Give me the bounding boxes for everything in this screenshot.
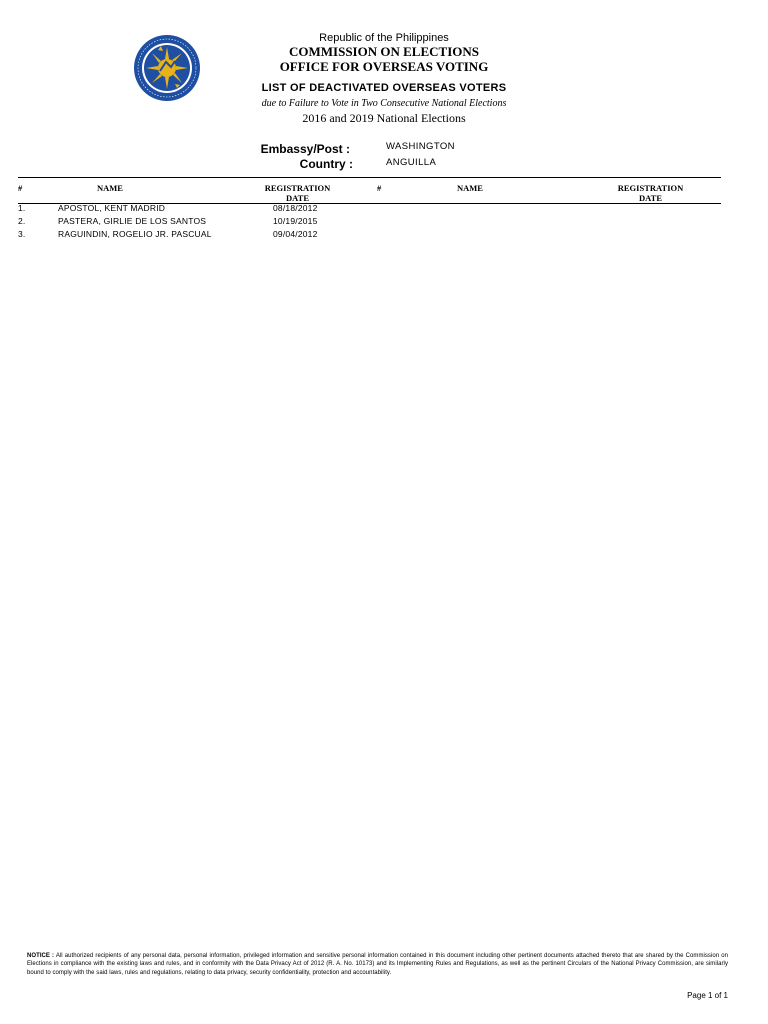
country-value: ANGUILLA (386, 157, 437, 168)
embassy-value: WASHINGTON (386, 141, 455, 152)
table-row (18, 216, 358, 230)
notice-label: NOTICE : (27, 953, 55, 959)
table-row (18, 229, 358, 243)
col-header-reg-line2: DATE (286, 193, 309, 203)
registration-date: 08/18/2012 (273, 203, 318, 213)
table-top-rule (18, 177, 721, 178)
registration-date: 09/04/2012 (273, 229, 318, 239)
commission-heading: COMMISSION ON ELECTIONS (289, 44, 479, 59)
col-header-number-2: # (377, 183, 382, 193)
privacy-notice (27, 952, 728, 977)
document-title: LIST OF DEACTIVATED OVERSEAS VOTERS (261, 82, 507, 94)
col-header-registration-date-2 (608, 183, 693, 203)
col-header-reg-line1: REGISTRATION (264, 183, 331, 193)
col-header-name-2: NAME (457, 183, 483, 193)
page-number: Page 1 of 1 (687, 991, 728, 1000)
registration-date: 10/19/2015 (273, 216, 318, 226)
document-subtitle: due to Failure to Vote in Two Consecutive National Elections (261, 98, 507, 109)
row-number: 2. (18, 216, 26, 226)
notice-text: All authorized recipients of any personal data, personal information, privileged information and sensitive personal information contained in this document including other pertinent documents attached thereto that are shared by the Commission on Elections in compliance with the existing laws and rules, and in conformity with the Data Privacy Act of 2012 (R. A. No. 10173) and its Implementing Rules and Regulations, as well as the pertinent Circulars of the National Privacy Commission, are similarly bound to comply with the said laws, rules and regulations, relating to data privacy, security confidentiality, protection and accountability. (27, 953, 728, 976)
voter-name: PASTERA, GIRLIE DE LOS SANTOS (58, 216, 207, 226)
voter-name: APOSTOL, KENT MADRID (58, 203, 166, 213)
voter-name: RAGUINDIN, ROGELIO JR. PASCUAL (58, 229, 212, 239)
col-header-number: # (18, 183, 23, 193)
col-header-reg-line2-2: DATE (639, 193, 662, 203)
table-row (18, 203, 358, 217)
elections-line: 2016 and 2019 National Elections (302, 111, 466, 125)
country-label: Country : (299, 157, 353, 171)
republic-heading: Republic of the Philippines (319, 32, 449, 44)
col-header-reg-line1-2: REGISTRATION (617, 183, 684, 193)
col-header-name: NAME (97, 183, 123, 193)
embassy-label: Embassy/Post : (260, 142, 350, 156)
row-number: 1. (18, 203, 26, 213)
col-header-registration-date (255, 183, 340, 203)
row-number: 3. (18, 229, 26, 239)
office-heading: OFFICE FOR OVERSEAS VOTING (279, 59, 489, 74)
